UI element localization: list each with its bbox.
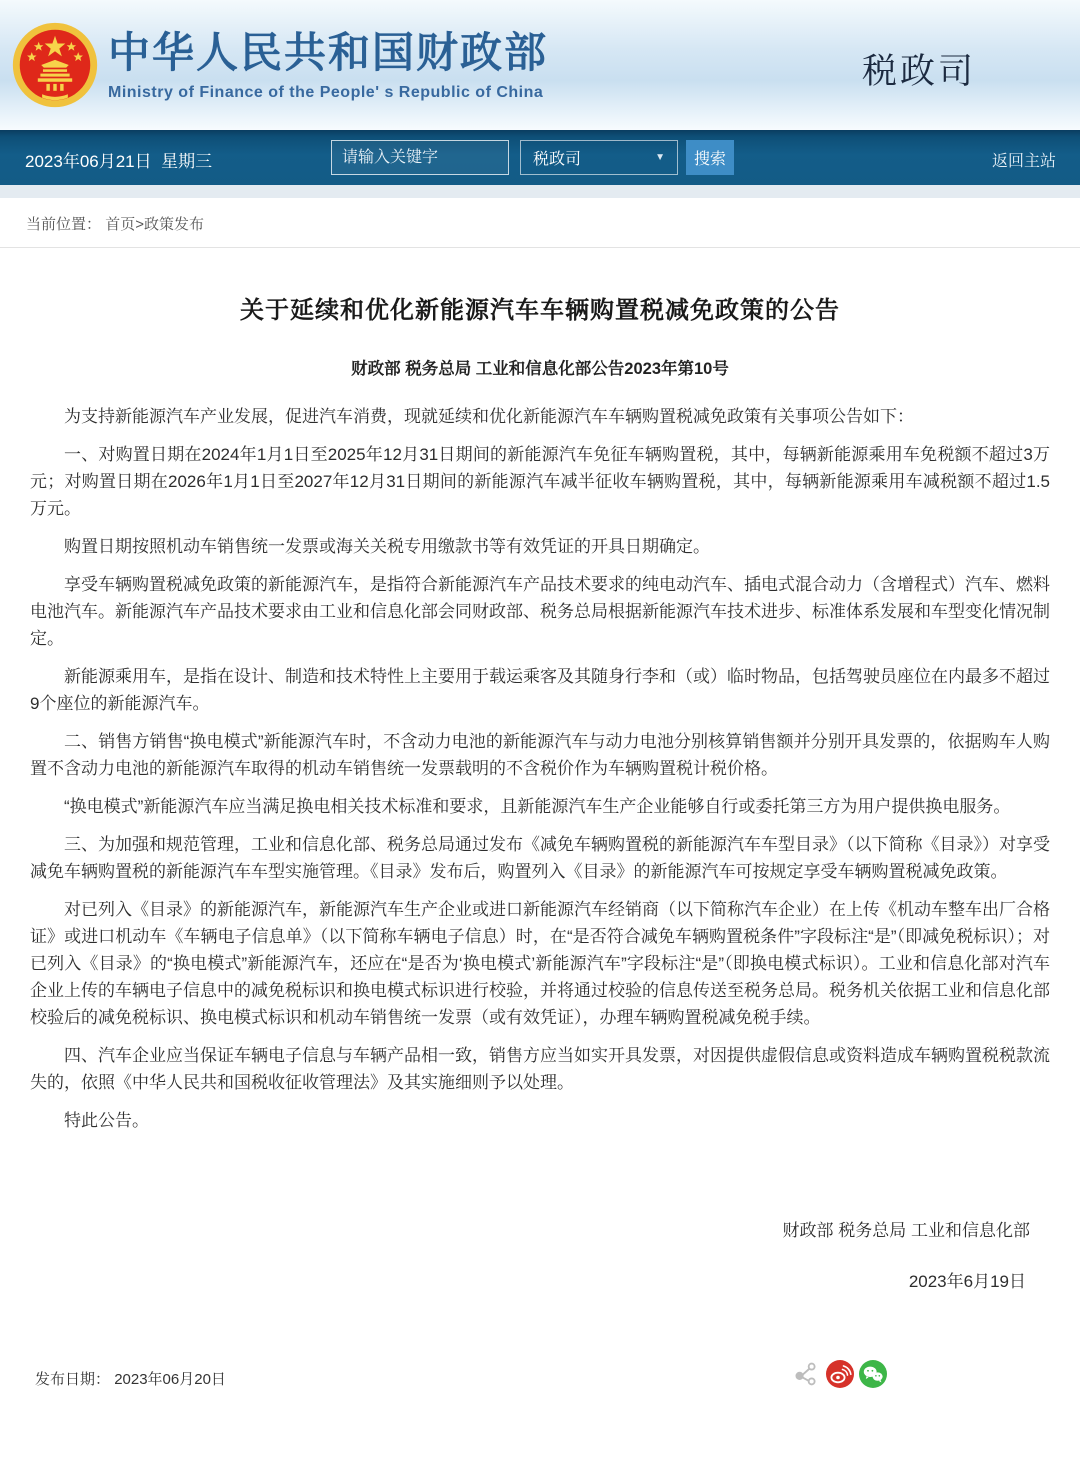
weibo-icon[interactable] bbox=[826, 1360, 854, 1388]
issuing-agencies: 财政部 税务总局 工业和信息化部 bbox=[782, 1221, 1030, 1240]
department-name: 税政司 bbox=[861, 52, 976, 91]
article-paragraph: 特此公告。 bbox=[64, 1111, 149, 1130]
share-icon[interactable] bbox=[793, 1360, 821, 1388]
category-dropdown-value: 税政司 bbox=[533, 151, 582, 168]
chevron-down-icon: ▼ bbox=[655, 152, 665, 163]
top-navbar bbox=[0, 130, 1080, 185]
site-title: 中华人民共和国财政部 bbox=[108, 29, 549, 76]
breadcrumb bbox=[0, 198, 1080, 248]
article-title: 关于延续和优化新能源汽车车辆购置税减免政策的公告 bbox=[240, 297, 840, 324]
article-paragraph: 新能源乘用车，是指在设计、制造和技术特性上主要用于载运乘客及其随身行李和（或）临时物品，包括驾驶员座位在内最多不超过9个座位的新能源汽车。 bbox=[30, 667, 1050, 713]
search-button[interactable]: 搜索 bbox=[686, 140, 734, 175]
article-paragraph: 三、为加强和规范管理，工业和信息化部、税务总局通过发布《减免车辆购置税的新能源汽车车型目录》（以下简称《目录》）对享受减免车辆购置税的新能源汽车车型实施管理。《目录》发布后，购置列入《目录》的新能源汽车可按规定享受车辆购置税减免政策。 bbox=[30, 835, 1050, 881]
national-emblem-icon bbox=[12, 22, 98, 108]
article-paragraph: 对已列入《目录》的新能源汽车，新能源汽车生产企业或进口新能源汽车经销商（以下简称汽车企业）在上传《机动车整车出厂合格证》或进口机动车《车辆电子信息单》（以下简称车辆电子信息）时，在“是否符合减免车辆购置税条件”字段标注“是”（即减免税标识）；对已列入《目录》的“换电模式”新能源汽车，还应在“是否为‘换电模式’新能源汽车”字段标注“是”（即换电模式标识）。工业和信息化部对汽车企业上传的车辆电子信息中的减免税标识和换电模式标识进行校验，并将通过校验的信息传送至税务总局。税务机关依据工业和信息化部校验后的减免税标识、换电模式标识和机动车销售统一发票（或有效凭证），办理车辆购置税减免税手续。 bbox=[30, 900, 1050, 1027]
article-paragraph: 一、对购置日期在2024年1月1日至2025年12月31日期间的新能源汽车免征车辆购置税，其中，每辆新能源乘用车免税额不超过3万元；对购置日期在2026年1月1日至2027年12月31日期间的新能源汽车减半征收车辆购置税，其中，每辆新能源乘用车减税额不超过1.5万元。 bbox=[30, 445, 1050, 518]
article-paragraph: 购置日期按照机动车销售统一发票或海关关税专用缴款书等有效凭证的开具日期确定。 bbox=[64, 537, 710, 556]
wechat-icon[interactable] bbox=[859, 1360, 887, 1388]
article-paragraph: “换电模式”新能源汽车应当满足换电相关技术标准和要求，且新能源汽车生产企业能够自行或委托第三方为用户提供换电服务。 bbox=[64, 797, 1011, 816]
publish-date-label: 发布日期： bbox=[35, 1371, 111, 1388]
return-home-link[interactable]: 返回主站 bbox=[991, 153, 1056, 170]
article-paragraph: 四、汽车企业应当保证车辆电子信息与车辆产品相一致，销售方应当如实开具发票，对因提供虚假信息或资料造成车辆购置税税款流失的，依照《中华人民共和国税收征收管理法》及其实施细则予以处理。 bbox=[30, 1046, 1050, 1092]
site-header bbox=[0, 0, 1080, 130]
nav-date: 2023年06月21日 星期三 bbox=[25, 152, 213, 171]
article-paragraph: 二、销售方销售“换电模式”新能源汽车时，不含动力电池的新能源汽车与动力电池分别核算销售额并分别开具发票的，依据购车人购置不含动力电池的新能源汽车取得的机动车销售统一发票载明的不含税价作为车辆购置税计税价格。 bbox=[30, 732, 1050, 778]
document-number: 财政部 税务总局 工业和信息化部公告2023年第10号 bbox=[351, 360, 729, 378]
share-bar bbox=[793, 1360, 887, 1388]
search-input[interactable] bbox=[331, 140, 509, 175]
article bbox=[0, 290, 1080, 1292]
publish-date bbox=[35, 1368, 226, 1389]
publish-date-value: 2023年06月20日 bbox=[114, 1371, 226, 1388]
page-footer bbox=[0, 1354, 1080, 1414]
issue-date: 2023年6月19日 bbox=[908, 1272, 1026, 1291]
article-body bbox=[30, 403, 1050, 1134]
article-paragraph: 享受车辆购置税减免政策的新能源汽车，是指符合新能源汽车产品技术要求的纯电动汽车、插电式混合动力（含增程式）汽车、燃料电池汽车。新能源汽车产品技术要求由工业和信息化部会同财政部、税务总局根据新能源汽车技术进步、标准体系发展和车型变化情况制定。 bbox=[30, 575, 1050, 648]
site-title-block bbox=[108, 30, 548, 102]
article-paragraph: 为支持新能源汽车产业发展，促进汽车消费，现就延续和优化新能源汽车车辆购置税减免政策有关事项公告如下： bbox=[64, 407, 914, 426]
header-divider-band bbox=[0, 185, 1080, 198]
category-dropdown[interactable] bbox=[520, 140, 678, 175]
site-subtitle: Ministry of Finance of the People' s Republic of China bbox=[108, 84, 544, 102]
breadcrumb-label: 当前位置： bbox=[26, 216, 102, 233]
breadcrumb-path[interactable]: 首页>政策发布 bbox=[105, 216, 204, 233]
